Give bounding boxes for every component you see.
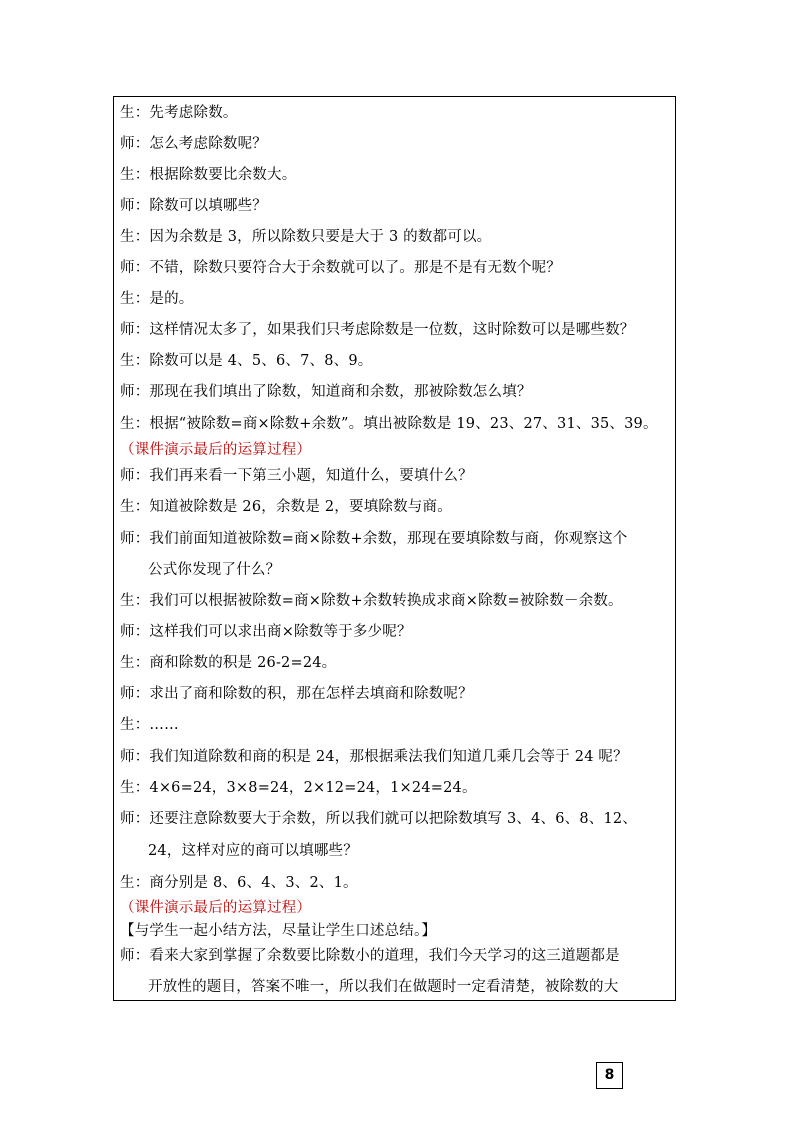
transcript-line-10: 师：那现在我们填出了除数，知道商和余数，那被除数怎么填？	[120, 384, 532, 400]
transcript-line-20: 师：我们知道除数和商的积是 24，那根据乘法我们知道几乘几会等于 24 呢？	[120, 749, 628, 765]
page-number: 8	[596, 1062, 623, 1089]
transcript-line-21: 生：4×6=24，3×8=24，2×12=24，1×24=24。	[120, 780, 477, 796]
transcript-line-7: 生：是的。	[120, 291, 194, 307]
lesson-transcript-frame	[113, 96, 676, 1001]
transcript-line-24: 师：看来大家到掌握了余数要比除数小的道理，我们今天学习的这三道题都是	[120, 948, 620, 964]
summary-instruction: 【与学生一起小结方法，尽量让学生口述总结。】	[120, 923, 437, 939]
transcript-line-9: 生：除数可以是 4、5、6、7、8、9。	[120, 353, 373, 369]
transcript-line-1: 生：先考虑除数。	[120, 105, 238, 121]
transcript-line-18: 师：求出了商和除数的积，那在怎样去填商和除数呢？	[120, 686, 473, 702]
transcript-line-5: 生：因为余数是 3，所以除数只要是大于 3 的数都可以。	[120, 229, 492, 245]
transcript-line-12: 师：我们再来看一下第三小题，知道什么，要填什么？	[120, 468, 473, 484]
transcript-line-22: 师：还要注意除数要大于余数，所以我们就可以把除数填写 3、4、6、8、12、	[120, 811, 638, 827]
transcript-line-4: 师：除数可以填哪些？	[120, 198, 267, 214]
transcript-line-2: 师：怎么考虑除数呢？	[120, 136, 267, 152]
transcript-line-17: 生：商和除数的积是 26-2=24。	[120, 655, 337, 671]
transcript-line-13: 生：知道被除数是 26，余数是 2，要填除数与商。	[120, 499, 452, 515]
transcript-line-11: 生：根据“被除数=商×除数+余数”。填出被除数是 19、23、27、31、35、39。	[120, 416, 658, 432]
courseware-note-1: （课件演示最后的运算过程）	[120, 442, 312, 458]
transcript-line-16: 师：这样我们可以求出商×除数等于多少呢？	[120, 624, 412, 640]
transcript-line-8: 师：这样情况太多了，如果我们只考虑除数是一位数，这时除数可以是哪些数？	[120, 322, 635, 338]
transcript-line-14-cont: 公式你发现了什么？	[148, 562, 281, 578]
transcript-line-19: 生：……	[120, 717, 179, 733]
courseware-note-2: （课件演示最后的运算过程）	[120, 900, 312, 916]
transcript-line-3: 生：根据除数要比余数大。	[120, 167, 297, 183]
transcript-line-24-cont: 开放性的题目，答案不唯一，所以我们在做题时一定看清楚，被除数的大	[148, 979, 619, 995]
transcript-line-23: 生：商分别是 8、6、4、3、2、1。	[120, 875, 358, 891]
transcript-line-6: 师：不错，除数只要符合大于余数就可以了。那是不是有无数个呢？	[120, 260, 561, 276]
transcript-line-14: 师：我们前面知道被除数=商×除数+余数，那现在要填除数与商，你观察这个	[120, 531, 628, 547]
transcript-line-15: 生：我们可以根据被除数=商×除数+余数转换成求商×除数=被除数－余数。	[120, 593, 623, 609]
transcript-line-22-cont: 24，这样对应的商可以填哪些？	[148, 843, 358, 859]
